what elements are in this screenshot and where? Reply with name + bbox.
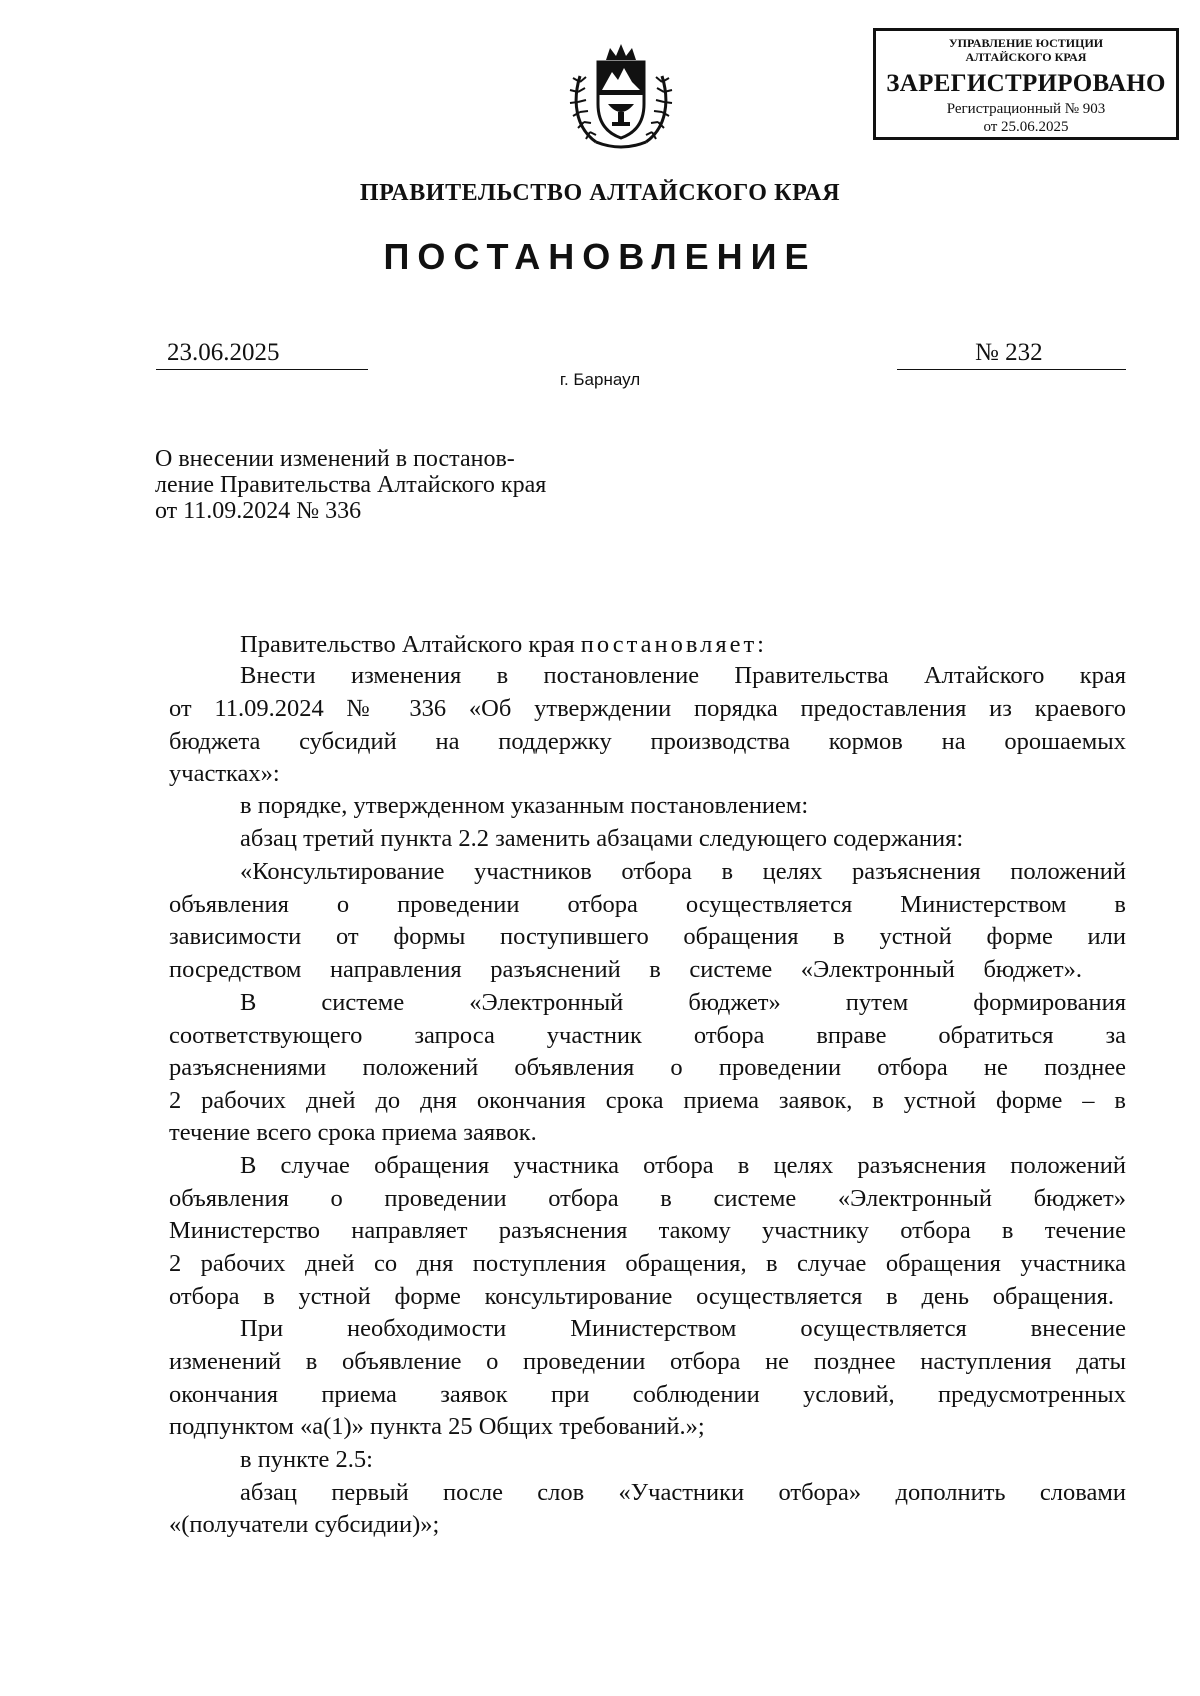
subject-line: ление Правительства Алтайского края (155, 472, 547, 498)
body-line: в пункте 2.5: (240, 1446, 373, 1473)
stamp-reg-date: от 25.06.2025 (983, 119, 1069, 135)
body-line: бюджета субсидий на поддержку производства кормов на орошаемых (169, 728, 1126, 755)
body-line: в порядке, утвержденном указанным постановлением: (240, 792, 809, 819)
body-line: Внести изменения в постановление Правительства Алтайского края (240, 662, 1126, 689)
body-line: При необходимости Министерством осуществляется внесение (240, 1315, 1126, 1342)
document-type: ПОСТАНОВЛЕНИЕ (383, 236, 817, 277)
registration-stamp (873, 28, 1179, 140)
government-name: ПРАВИТЕЛЬСТВО АЛТАЙСКОГО КРАЯ (359, 180, 841, 206)
document-subject (155, 446, 625, 524)
body-line: разъяснениями положений объявления о проведении отбора не позднее (169, 1054, 1126, 1081)
body-line: В системе «Электронный бюджет» путем формирования (240, 989, 1126, 1016)
body-line: изменений в объявление о проведении отбора не позднее наступления даты (169, 1348, 1126, 1375)
body-line: 2 рабочих дней со дня поступления обращения, в случае обращения участника (169, 1250, 1126, 1277)
stamp-status: ЗАРЕГИСТРИРОВАНО (886, 70, 1166, 97)
document-number: № 232 (975, 339, 1043, 366)
body-line: участках»: (169, 760, 280, 787)
body-line: «Консультирование участников отбора в целях разъяснения положений (240, 858, 1126, 885)
body-line: зависимости от формы поступившего обращения в устной форме или (169, 923, 1126, 950)
body-line: течение всего срока приема заявок. (169, 1119, 537, 1146)
city: г. Барнаул (559, 370, 641, 389)
body-line: от 11.09.2024 № 336 «Об утверждении порядка предоставления из краевого (169, 695, 1126, 722)
preamble-verb: постановляет: (580, 631, 767, 658)
coat-of-arms-icon (566, 38, 676, 156)
body-line: посредством направления разъяснений в системе «Электронный бюджет». (169, 956, 1082, 983)
body-line: объявления о проведении отбора осуществляется Министерством в (169, 891, 1126, 918)
stamp-authority-line1: УПРАВЛЕНИЕ ЮСТИЦИИ (948, 36, 1104, 50)
body-line: окончания приема заявок при соблюдении условий, предусмотренных (169, 1381, 1126, 1408)
preamble (240, 629, 767, 660)
body-line: В случае обращения участника отбора в целях разъяснения положений (240, 1152, 1126, 1179)
stamp-authority-line2: АЛТАЙСКОГО КРАЯ (965, 50, 1087, 64)
body-line: 2 рабочих дней до дня окончания срока приема заявок, в устной форме – в (169, 1087, 1126, 1114)
preamble-text: Правительство Алтайского края (240, 631, 575, 658)
subject-line: О внесении изменений в постанов- (155, 446, 515, 472)
body-line: отбора в устной форме консультирование осуществляется в день обращения. (169, 1283, 1114, 1310)
body-line: «(получатели субсидии)»; (169, 1511, 440, 1538)
body-line: соответствующего запроса участник отбора вправе обратиться за (169, 1022, 1126, 1049)
document-date: 23.06.2025 (167, 339, 280, 366)
subject-line: от 11.09.2024 № 336 (155, 498, 362, 524)
body-line: абзац первый после слов «Участники отбора» дополнить словами (240, 1479, 1126, 1506)
body-line: Министерство направляет разъяснения такому участнику отбора в течение (169, 1217, 1126, 1244)
stamp-reg-number: Регистрационный № 903 (946, 101, 1106, 117)
body-line: абзац третий пункта 2.2 заменить абзацами следующего содержания: (240, 825, 964, 852)
body-line: подпунктом «а(1)» пункта 25 Общих требований.»; (169, 1413, 705, 1440)
body-line: объявления о проведении отбора в системе «Электронный бюджет» (169, 1185, 1126, 1212)
